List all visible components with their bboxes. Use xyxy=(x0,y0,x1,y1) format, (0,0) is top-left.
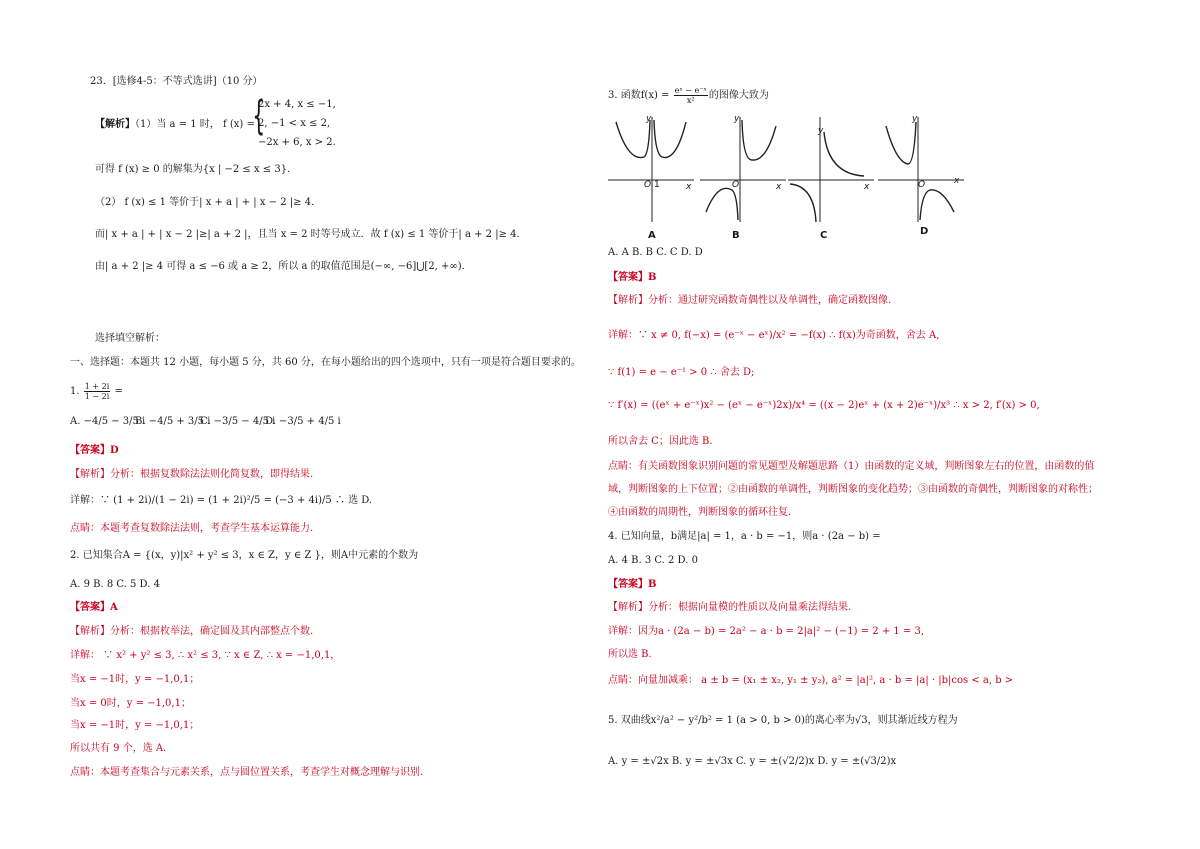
q3-note-3: ④由函数的周期性，判断图象的循环往复. xyxy=(608,507,792,518)
q2-case3: 当x = −1时，y = −1,0,1； xyxy=(70,720,200,731)
section-title: 选择填空解析： xyxy=(95,333,165,344)
q23-part1-text: （1）当 a = 1 时， f (x) = xyxy=(135,119,255,130)
q3-note-2: 域，判断图象的上下位置；②由函数的单调性，判断图象的变化趋势；③由函数的奇偶性，判断图象的对称性； xyxy=(608,484,1098,495)
q3-note-1: 点睛：有关函数图象识别问题的常见题型及解题思路（1）由函数的定义域，判断图象左右的位置，由函数的值 xyxy=(608,461,1095,472)
graph-a-label: A xyxy=(648,230,656,241)
graph-a xyxy=(608,117,694,222)
q23-line5: 由| a + 2 |≥ 4 可得 a ≤ −6 或 a ≥ 2，所以 a 的取值范围是(−∞, −6]⋃[2, +∞)． xyxy=(95,261,472,272)
q1-analysis: 【解析】分析：根据复数除法法则化简复数，即得结果. xyxy=(70,469,314,480)
q1-number: 1. xyxy=(70,386,80,397)
q4-note: 点睛：向量加减乘： a ± b = (x₁ ± x₂, y₁ ± y₂), a² = |a|², a · b = |a| · |b|cos < a, b > xyxy=(608,675,1014,686)
q2-case2: 当x = 0时，y = −1,0,1； xyxy=(70,698,191,709)
q1-frac-num: 1 + 2i xyxy=(84,382,110,391)
q23-part1 xyxy=(95,118,255,132)
section-intro: 一、选择题：本题共 12 小题，每小题 5 分，共 60 分，在每小题给出的四个选项中，只有一项是符合题目要求的。 xyxy=(70,357,581,368)
piece-3: −2x + 6, x > 2. xyxy=(258,137,336,148)
graph-d-y-label: y xyxy=(912,114,918,124)
graph-d xyxy=(878,117,964,222)
piece-1: 2x + 4, x ≤ −1, xyxy=(258,99,336,110)
q4-detail: 详解：因为a · (2a − b) = 2a² − a · b = 2|a|² − (−1) = 2 + 1 = 3, xyxy=(608,626,925,637)
piece-2: 2, −1 < x ≤ 2, xyxy=(258,118,331,129)
q3-options: A. A B. B C. C D. D xyxy=(608,247,703,258)
graph-a-x-label: x xyxy=(686,182,692,192)
graph-c-label: C xyxy=(820,230,828,241)
q2-case1: 当x = −1时，y = −1,0,1； xyxy=(70,674,200,685)
q5-stem: 5. 双曲线x²/a² − y²/b² = 1 (a > 0, b > 0)的离心率为√3，则其渐近线方程为 xyxy=(608,715,958,726)
q3-graphs xyxy=(608,112,968,242)
graph-c-left-branch xyxy=(790,184,816,222)
q4-analysis: 【解析】分析：根据向量模的性质以及向量乘法得结果. xyxy=(608,602,852,613)
graph-d-label: D xyxy=(920,226,929,237)
q1-opt-a: A. −4/5 − 3/5 i xyxy=(70,416,146,427)
q23-header: 23．[选修4-5：不等式选讲]（10 分） xyxy=(90,76,263,87)
graph-d-origin: O xyxy=(918,180,926,190)
q23-line4: 而| x + a | + | x − 2 |≥| a + 2 |，且当 x = 2 时等号成立．故 f (x) ≤ 1 等价于| a + 2 |≥ 4． xyxy=(95,229,527,240)
graph-c-x-label: x xyxy=(864,182,870,192)
piecewise-brace: { xyxy=(252,93,266,139)
graph-b xyxy=(700,117,786,222)
graph-c-right-branch xyxy=(824,132,864,176)
q3-detail-4: 所以舍去 C；因此选 B. xyxy=(608,436,713,447)
graph-a-right-branch xyxy=(654,120,686,158)
q4-answer: 【答案】B xyxy=(608,579,657,590)
q2-stem: 2. 已知集合A = {(x，y)|x² + y² ≤ 3，x ∈ Z，y ∈ Z }，则A中元素的个数为 xyxy=(70,550,419,561)
q3-stem-post: 的图像大致为 xyxy=(708,90,769,101)
graph-b-label: B xyxy=(732,230,740,241)
q4-stem: 4. 已知向量，b满足|a| = 1，a · b = −1，则a · (2a − b) = xyxy=(608,531,881,542)
q3-fraction xyxy=(674,86,708,105)
q3-stem xyxy=(608,86,769,105)
q2-analysis: 【解析】分析：根据枚举法，确定圆及其内部整点个数. xyxy=(70,626,314,637)
q5-options: A. y = ±√2x B. y = ±√3x C. y = ±(√2/2)x D. y = ±(√3/2)x xyxy=(608,756,897,767)
q2-note: 点睛：本题考查集合与元素关系，点与圆位置关系，考查学生对概念理解与识别. xyxy=(70,767,424,778)
right-column xyxy=(600,0,1160,849)
q4-options: A. 4 B. 3 C. 2 D. 0 xyxy=(608,555,698,566)
graph-c xyxy=(788,117,874,222)
q3-detail-1: 详解：∵ x ≠ 0, f(−x) = (e⁻ˣ − eˣ)/x² = −f(x) ∴ f(x)为奇函数，舍去 A, xyxy=(608,330,940,341)
q2-conclusion: 所以共有 9 个，选 A. xyxy=(70,743,167,754)
graph-d-x-label: x xyxy=(954,176,960,186)
q3-frac-den: x² xyxy=(686,96,695,105)
graph-b-x-label: x xyxy=(776,182,782,192)
q23-line2: 可得 f (x) ≥ 0 的解集为{x | −2 ≤ x ≤ 3}． xyxy=(95,164,298,175)
q1-answer: 【答案】D xyxy=(70,445,119,456)
q1-opt-d: D. −3/5 + 4/5 i xyxy=(265,416,341,427)
q3-stem-pre: 3. 函数f(x) = xyxy=(608,90,670,101)
graph-a-origin: O xyxy=(644,180,652,190)
q1-note: 点睛：本题考查复数除法法则，考查学生基本运算能力. xyxy=(70,523,314,534)
q2-answer: 【答案】A xyxy=(70,602,118,613)
q2-options: A. 9 B. 8 C. 5 D. 4 xyxy=(70,579,160,590)
q3-answer: 【答案】B xyxy=(608,272,657,283)
q3-analysis: 【解析】分析：通过研究函数奇偶性以及单调性，确定函数图像. xyxy=(608,295,892,306)
graph-b-origin: O xyxy=(732,180,740,190)
q1-opt-b: B. −4/5 + 3/5 i xyxy=(135,416,211,427)
graph-d-left-branch xyxy=(886,122,916,164)
q3-frac-num: eˣ − e⁻ˣ xyxy=(674,86,707,95)
graph-d-right-branch xyxy=(920,190,954,220)
q1-fraction xyxy=(84,382,111,401)
jiexi-tag: 【解析】 xyxy=(95,119,135,130)
graph-b-right-branch xyxy=(742,120,776,160)
q1-frac-den: 1 − 2i xyxy=(84,392,110,401)
graph-b-left-branch xyxy=(706,188,738,220)
q3-detail-3: ∵ f′(x) = ((eˣ + e⁻ˣ)x² − (eˣ − e⁻ˣ)2x)/x⁴ = ((x − 2)eˣ + (x + 2)e⁻ˣ)/x³ ∴ x > 2, f′(x) > 0, xyxy=(608,400,1040,411)
q3-detail-2: ∵ f(1) = e − e⁻¹ > 0 ∴ 舍去 D; xyxy=(608,367,755,378)
q23-line3: （2） f (x) ≤ 1 等价于| x + a | + | x − 2 |≥ 4． xyxy=(95,197,322,208)
q2-detail: 详解： ∵ x² + y² ≤ 3, ∴ x² ≤ 3, ∵ x ∈ Z, ∴ x = −1,0,1， xyxy=(70,650,341,661)
q4-conclusion: 所以选 B. xyxy=(608,649,652,660)
graph-b-y-label: y xyxy=(734,114,740,124)
graph-a-tick-one: 1 xyxy=(654,180,660,190)
q1-opt-c: C. −3/5 − 4/5 i xyxy=(200,416,276,427)
q1-stem xyxy=(70,382,123,401)
q1-detail: 详解：∵ (1 + 2i)/(1 − 2i) = (1 + 2i)²/5 = (−3 + 4i)/5 ∴ 选 D. xyxy=(70,495,373,506)
graph-c-y-label: y xyxy=(818,126,824,136)
graph-a-left-branch xyxy=(616,120,650,158)
graph-a-y-label: y xyxy=(646,114,652,124)
q1-eq: = xyxy=(114,386,123,397)
left-column xyxy=(0,0,581,849)
